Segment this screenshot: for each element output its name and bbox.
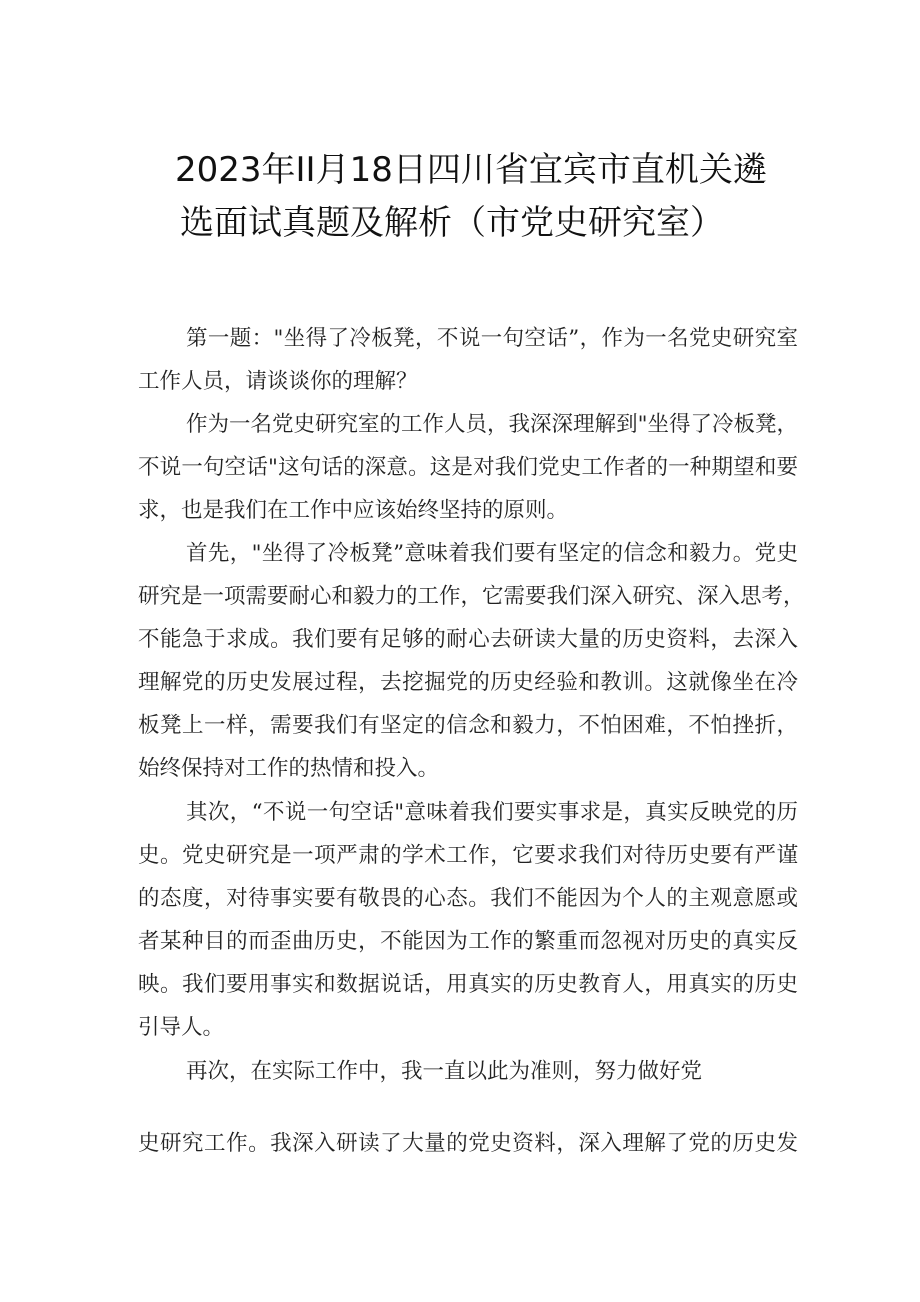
body-line: 始终保持对工作的热情和投入。: [138, 756, 440, 781]
page-title-line-1: 2023年II月18日四川省宜宾市直机关遴: [175, 150, 767, 190]
body-line: 者某种目的而歪曲历史，不能因为工作的繁重而忽视对历史的真实反: [138, 929, 798, 954]
body-line: 作为一名党史研究室的工作人员，我深深理解到"坐得了冷板凳，: [186, 412, 798, 437]
body-line: 工作人员，请谈谈你的理解？: [138, 369, 418, 394]
body-line: 不能急于求成。我们要有足够的耐心去研读大量的历史资料，去深入: [138, 627, 798, 652]
body-line: 研究是一项需要耐心和毅力的工作，它需要我们深入研究、深入思考，: [138, 584, 805, 609]
body-line: 首先，"坐得了冷板凳”意味着我们要有坚定的信念和毅力。党史: [186, 541, 798, 566]
body-line: 其次，“不说一句空话"意味着我们要实事求是，真实反映党的历: [186, 800, 798, 825]
body-line: 映。我们要用事实和数据说话，用真实的历史教育人，用真实的历史: [138, 972, 798, 997]
body-line: 史。党史研究是一项严肃的学术工作，它要求我们对待历史要有严谨: [138, 843, 798, 868]
body-line: 理解党的历史发展过程，去挖掘党的历史经验和教训。这就像坐在冷: [138, 670, 798, 695]
body-line: 的态度，对待事实要有敬畏的心态。我们不能因为个人的主观意愿或: [138, 886, 798, 911]
body-line: 引导人。: [138, 1015, 225, 1040]
body-line: 史研究工作。我深入研读了大量的党史资料，深入理解了党的历史发: [138, 1131, 798, 1156]
body-line: 第一题："坐得了冷板凳，不说一句空话”，作为一名党史研究室: [186, 326, 798, 351]
body-line: 再次，在实际工作中，我一直以此为准则，努力做好党: [186, 1059, 703, 1084]
body-line: 板凳上一样，需要我们有坚定的信念和毅力，不怕困难，不怕挫折，: [138, 713, 798, 738]
page-title-line-2: 选面试真题及解析（市党史研究室）: [180, 203, 724, 243]
body-line: 求，也是我们在工作中应该始终坚持的原则。: [138, 498, 569, 523]
body-line: 不说一句空话"这句话的深意。这是对我们党史工作者的一种期望和要: [138, 455, 798, 480]
